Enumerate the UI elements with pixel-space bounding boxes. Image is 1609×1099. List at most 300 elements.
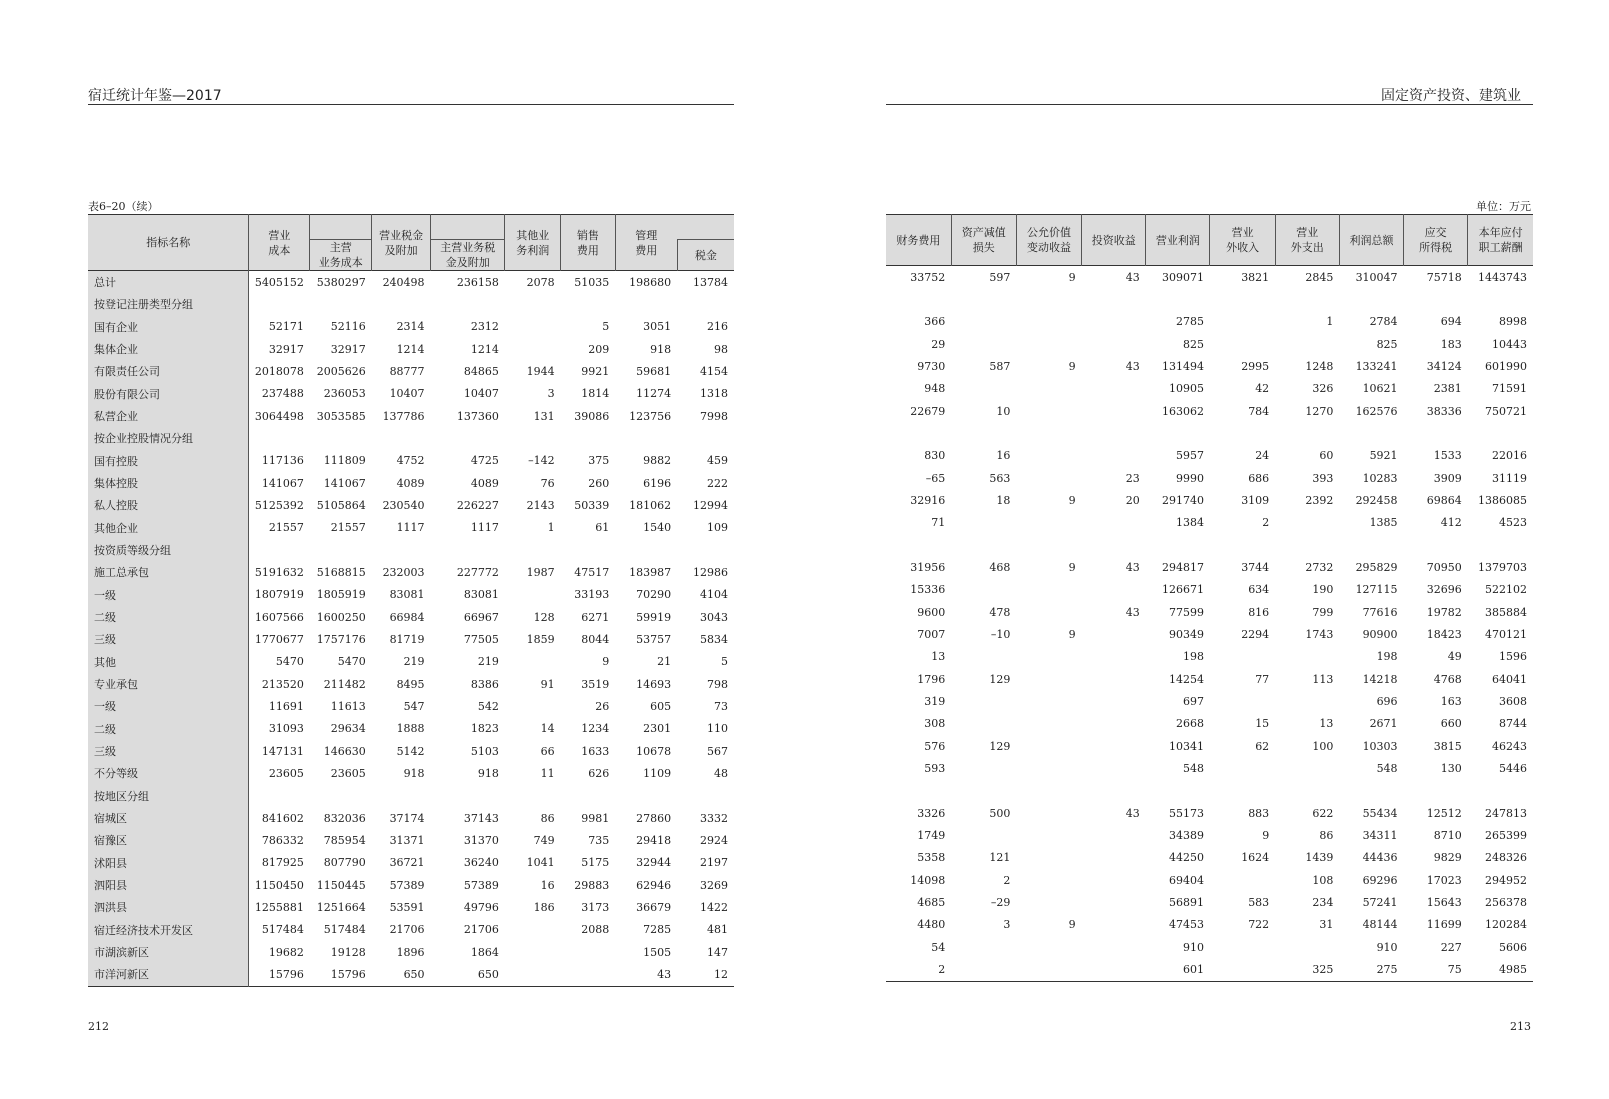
table-cell: 548 — [1182, 761, 1204, 775]
table-row — [886, 735, 1533, 757]
table-cell: 817925 — [249, 852, 310, 874]
right-table-body — [886, 266, 1533, 982]
table-cell — [505, 338, 561, 360]
table-cell — [1082, 288, 1146, 310]
table-cell: 3815 — [1433, 739, 1462, 753]
table-cell — [249, 539, 310, 561]
table-cell: 219 — [403, 655, 425, 669]
table-cell: 626 — [588, 766, 610, 780]
table-cell: 634 — [1248, 583, 1270, 597]
table-cell: 16 — [996, 449, 1011, 463]
table-cell: 9 — [1068, 627, 1076, 641]
table-cell: 29 — [931, 337, 946, 351]
table-cell: 90900 — [1362, 627, 1398, 641]
table-cell: 75718 — [1426, 270, 1462, 284]
table-cell — [1210, 311, 1275, 333]
table-cell — [1082, 333, 1146, 355]
table-cell: 18 — [996, 493, 1011, 507]
table-cell: 198 — [1182, 650, 1204, 664]
table-cell: 131494 — [1161, 359, 1204, 373]
row-label: 股份有限公司 — [88, 383, 249, 405]
table-cell: 2381 — [1433, 382, 1462, 396]
table-cell — [1275, 690, 1339, 712]
table-cell: 47517 — [574, 565, 610, 579]
table-cell — [1210, 958, 1275, 981]
table-row — [886, 690, 1533, 712]
table-cell: 470121 — [1485, 627, 1527, 641]
table-cell: 3043 — [700, 610, 728, 624]
table-cell: 841602 — [249, 807, 310, 829]
table-cell: 38336 — [1426, 404, 1462, 418]
table-cell: 2197 — [700, 856, 728, 870]
table-cell: 117136 — [249, 450, 310, 472]
table-cell — [1016, 512, 1081, 534]
table-cell — [1146, 780, 1210, 802]
table-cell: 77616 — [1362, 605, 1398, 619]
table-cell: 310047 — [1355, 270, 1398, 284]
table-cell: 4685 — [917, 895, 946, 909]
table-cell: 66984 — [389, 610, 425, 624]
table-cell — [1082, 847, 1146, 869]
header-rule-left — [88, 104, 734, 105]
table-cell: 14218 — [1362, 672, 1398, 686]
table-cell: 567 — [707, 744, 728, 758]
table-row — [88, 450, 734, 472]
table-cell: 10283 — [1362, 471, 1398, 485]
table-cell: 11274 — [636, 387, 672, 401]
table-cell — [1210, 757, 1275, 779]
table-row — [88, 606, 734, 628]
table-cell: 111809 — [323, 454, 366, 468]
table-cell — [1082, 623, 1146, 645]
table-cell: 47453 — [1168, 918, 1204, 932]
table-cell: 15796 — [330, 967, 366, 981]
table-cell — [677, 785, 734, 807]
table-cell: 7285 — [643, 923, 672, 937]
table-row — [88, 941, 734, 963]
table-cell — [951, 378, 1016, 400]
table-cell: 126671 — [1161, 583, 1204, 597]
table-cell: 33752 — [910, 270, 946, 284]
table-cell: 2 — [938, 962, 946, 976]
table-cell: 14098 — [910, 873, 946, 887]
table-cell — [505, 651, 561, 673]
table-cell: 123756 — [629, 409, 672, 423]
table-cell: 2078 — [526, 275, 555, 289]
table-cell: 660 — [1440, 717, 1462, 731]
table-cell: 57241 — [1362, 895, 1398, 909]
table-cell: 34124 — [1426, 359, 1462, 373]
table-cell — [1275, 512, 1339, 534]
table-cell: 36240 — [463, 856, 499, 870]
table-cell: 8710 — [1433, 828, 1462, 842]
table-cell: 2845 — [1305, 270, 1334, 284]
row-label: 一级 — [88, 695, 249, 717]
table-row — [886, 467, 1533, 489]
table-cell — [1016, 646, 1081, 668]
table-cell: 825 — [1182, 337, 1204, 351]
table-cell: 31956 — [910, 560, 946, 574]
table-cell — [1082, 668, 1146, 690]
table-cell: 1214 — [396, 342, 425, 356]
table-cell: 4725 — [470, 454, 499, 468]
table-cell: 86 — [540, 811, 555, 825]
table-cell: 22679 — [910, 404, 946, 418]
table-number: 表6–20（续） — [88, 200, 159, 213]
table-cell: 64041 — [1492, 672, 1527, 686]
table-cell — [1082, 534, 1146, 556]
row-label: 宿迁经济技术开发区 — [88, 919, 249, 941]
row-label: 集体控股 — [88, 472, 249, 494]
table-cell: 21 — [657, 655, 672, 669]
table-cell — [372, 427, 431, 449]
table-cell: 130 — [1440, 761, 1462, 775]
table-cell: 1814 — [581, 387, 610, 401]
table-cell — [1210, 690, 1275, 712]
table-cell: 1987 — [526, 565, 555, 579]
table-cell: 20 — [1125, 493, 1140, 507]
table-cell: 291740 — [1161, 493, 1204, 507]
table-cell: 100 — [1312, 739, 1334, 753]
table-cell: 918 — [650, 342, 672, 356]
table-cell: 3909 — [1433, 471, 1462, 485]
table-cell: 1214 — [470, 342, 499, 356]
table-cell: 5957 — [1175, 449, 1204, 463]
table-cell: 10443 — [1492, 337, 1527, 351]
table-cell — [1016, 400, 1081, 422]
table-cell: 15 — [1255, 717, 1270, 731]
table-cell: 500 — [989, 806, 1011, 820]
table-cell: 1633 — [581, 744, 610, 758]
left-table-header — [88, 215, 734, 271]
table-cell: 4752 — [396, 454, 425, 468]
table-cell: 13784 — [693, 275, 728, 289]
table-cell: 1859 — [526, 632, 555, 646]
table-cell: 77599 — [1168, 605, 1204, 619]
table-cell: 10303 — [1362, 739, 1398, 753]
table-cell: 3519 — [581, 677, 610, 691]
row-label: 集体企业 — [88, 338, 249, 360]
table-cell: 587 — [989, 359, 1011, 373]
table-cell: 141067 — [249, 472, 310, 494]
table-cell: 9 — [602, 655, 610, 669]
table-cell — [1275, 646, 1339, 668]
table-cell: 375 — [588, 454, 610, 468]
table-cell: 69296 — [1362, 873, 1398, 887]
table-cell — [615, 427, 677, 449]
table-cell: 53591 — [389, 900, 425, 914]
table-cell: 163 — [1440, 694, 1462, 708]
table-row — [886, 333, 1533, 355]
table-cell: 7007 — [917, 627, 946, 641]
row-label: 二级 — [88, 718, 249, 740]
table-cell: 1384 — [1175, 516, 1204, 530]
table-cell: 622 — [1312, 806, 1334, 820]
table-cell: 4768 — [1433, 672, 1462, 686]
table-cell: 237488 — [249, 383, 310, 405]
col-header-main-tax: 主营业务税 金及附加 — [431, 240, 505, 271]
table-cell — [505, 539, 561, 561]
col-header-revenue-cost: 营业 成本 — [249, 215, 310, 271]
table-cell: 786332 — [249, 829, 310, 851]
table-row — [88, 874, 734, 896]
right-table-header — [886, 215, 1533, 266]
table-cell: 294952 — [1485, 873, 1527, 887]
table-cell: 66967 — [463, 610, 499, 624]
page-number-left: 212 — [88, 1020, 109, 1033]
table-cell: 9981 — [581, 811, 610, 825]
table-cell: 66 — [540, 744, 555, 758]
table-cell — [951, 512, 1016, 534]
table-cell — [951, 780, 1016, 802]
table-cell: 10905 — [1168, 382, 1204, 396]
table-cell: 84865 — [463, 364, 499, 378]
table-cell: 696 — [1376, 694, 1398, 708]
table-cell: 36721 — [389, 856, 425, 870]
table-cell: 113 — [1312, 672, 1334, 686]
table-cell: 31371 — [389, 833, 425, 847]
table-cell — [951, 646, 1016, 668]
table-cell — [1082, 512, 1146, 534]
table-row — [886, 958, 1533, 981]
table-cell — [372, 293, 431, 315]
table-row — [886, 914, 1533, 936]
table-cell: 14254 — [1168, 672, 1204, 686]
table-cell: 236158 — [456, 275, 499, 289]
table-cell: 1443743 — [1478, 270, 1527, 284]
table-cell — [1275, 333, 1339, 355]
table-cell: 2732 — [1305, 560, 1334, 574]
table-cell — [1016, 311, 1081, 333]
table-cell: 29418 — [636, 833, 672, 847]
chapter-title: 固定资产投资、建筑业 — [1381, 88, 1521, 104]
table-cell — [677, 293, 734, 315]
table-cell: 1540 — [643, 521, 672, 535]
table-cell — [1275, 288, 1339, 310]
table-cell: 81719 — [389, 632, 425, 646]
table-cell — [1210, 333, 1275, 355]
table-cell — [1016, 445, 1081, 467]
table-row — [88, 963, 734, 986]
table-cell: 9 — [1068, 359, 1076, 373]
table-cell — [561, 427, 616, 449]
table-cell: 2995 — [1241, 359, 1270, 373]
table-cell — [431, 427, 505, 449]
table-cell: 9829 — [1433, 851, 1462, 865]
table-cell: 5446 — [1499, 761, 1527, 775]
table-cell: 1823 — [470, 722, 499, 736]
table-cell — [1016, 713, 1081, 735]
row-label: 不分等级 — [88, 762, 249, 784]
table-cell — [1082, 824, 1146, 846]
table-cell: 226227 — [456, 498, 499, 512]
table-cell: 29883 — [574, 878, 610, 892]
table-cell: 22016 — [1492, 449, 1527, 463]
table-cell: 88777 — [389, 364, 425, 378]
table-row — [886, 847, 1533, 869]
table-cell: 5175 — [581, 856, 610, 870]
col-header-right-9: 本年应付 职工薪酬 — [1468, 215, 1533, 266]
table-cell: 4089 — [396, 476, 425, 490]
table-cell: 31370 — [463, 833, 499, 847]
table-cell: 412 — [1440, 516, 1462, 530]
table-cell: 37174 — [389, 811, 425, 825]
col-header-sales-expense: 销售 费用 — [561, 215, 616, 271]
table-row — [886, 378, 1533, 400]
right-data-table — [886, 214, 1533, 982]
table-cell: 265399 — [1485, 828, 1527, 842]
table-cell: 3051 — [643, 320, 672, 334]
table-cell: 44250 — [1168, 851, 1204, 865]
table-cell — [886, 422, 951, 444]
table-cell: 146630 — [323, 744, 366, 758]
table-cell: 1757176 — [316, 632, 366, 646]
table-cell: 275 — [1376, 962, 1398, 976]
table-cell: 918 — [403, 766, 425, 780]
table-cell — [1339, 780, 1403, 802]
table-cell — [1404, 288, 1468, 310]
table-cell: 1422 — [700, 900, 728, 914]
table-cell — [505, 963, 561, 986]
table-cell: 8044 — [581, 632, 610, 646]
table-cell: 5470 — [337, 655, 366, 669]
table-cell: 597 — [989, 270, 1011, 284]
table-cell: 5606 — [1499, 940, 1527, 954]
table-cell — [1275, 780, 1339, 802]
table-row — [88, 561, 734, 583]
table-row — [886, 355, 1533, 377]
col-header-right-8: 应交 所得税 — [1404, 215, 1468, 266]
table-cell: 542 — [477, 699, 499, 713]
table-cell — [1210, 534, 1275, 556]
table-cell: 129 — [989, 739, 1011, 753]
table-cell: 825 — [1376, 337, 1398, 351]
col-header-right-4: 营业利润 — [1146, 215, 1210, 266]
table-cell: 3109 — [1241, 493, 1270, 507]
table-cell — [886, 288, 951, 310]
table-cell: 4089 — [470, 476, 499, 490]
table-cell: 1117 — [470, 521, 499, 535]
table-cell: 1041 — [526, 856, 555, 870]
table-cell: 42 — [1255, 382, 1270, 396]
table-cell: 240498 — [382, 275, 425, 289]
table-cell: 9 — [1068, 560, 1076, 574]
table-cell: 248326 — [1485, 851, 1527, 865]
table-cell: 209 — [588, 342, 610, 356]
table-cell: 55434 — [1362, 806, 1398, 820]
table-cell: 141067 — [323, 476, 366, 490]
table-cell: 131 — [533, 409, 555, 423]
table-cell: 43 — [1125, 359, 1140, 373]
table-cell: 19128 — [330, 945, 366, 959]
table-cell: 129 — [989, 672, 1011, 686]
table-cell — [951, 311, 1016, 333]
table-cell: 2301 — [643, 722, 672, 736]
row-label: 有限责任公司 — [88, 360, 249, 382]
table-row — [88, 673, 734, 695]
table-row — [886, 757, 1533, 779]
table-cell — [1210, 288, 1275, 310]
table-cell: 697 — [1182, 694, 1204, 708]
table-cell: 2668 — [1175, 717, 1204, 731]
table-cell — [1082, 735, 1146, 757]
table-cell: 10 — [996, 404, 1011, 418]
table-cell: 10341 — [1168, 739, 1204, 753]
table-cell: 2392 — [1305, 493, 1334, 507]
table-cell — [1016, 534, 1081, 556]
table-cell: 9 — [1262, 828, 1270, 842]
table-cell — [310, 293, 372, 315]
table-cell: 2785 — [1175, 315, 1204, 329]
table-cell — [561, 293, 616, 315]
table-cell: 5921 — [1369, 449, 1398, 463]
table-cell: 59681 — [636, 364, 672, 378]
table-cell — [1082, 445, 1146, 467]
table-cell: 137786 — [382, 409, 425, 423]
col-header-tax-surcharge: 营业税金 及附加 — [372, 215, 431, 271]
page-number-right: 213 — [1510, 1020, 1531, 1033]
table-cell: 3326 — [917, 806, 946, 820]
table-cell: 478 — [989, 605, 1011, 619]
table-cell — [1275, 422, 1339, 444]
table-cell: 1318 — [700, 387, 728, 401]
row-label: 三级 — [88, 628, 249, 650]
table-cell: 19682 — [249, 941, 310, 963]
table-cell — [1210, 869, 1275, 891]
table-cell: 23 — [1125, 471, 1140, 485]
table-cell: 2088 — [581, 923, 610, 937]
table-cell: 110 — [707, 722, 728, 736]
table-cell: 3821 — [1241, 270, 1270, 284]
table-cell: 8386 — [470, 677, 499, 691]
table-cell: 13 — [931, 650, 946, 664]
table-cell: 1379703 — [1478, 560, 1527, 574]
table-cell: 14693 — [636, 677, 672, 691]
table-cell: 12986 — [693, 565, 728, 579]
table-cell: 6196 — [643, 476, 672, 490]
table-cell: 32916 — [910, 493, 946, 507]
row-label: 市洋河新区 — [88, 963, 249, 986]
table-cell: 190 — [1312, 583, 1334, 597]
table-cell — [1082, 914, 1146, 936]
table-cell — [886, 534, 951, 556]
table-cell: 694 — [1440, 315, 1462, 329]
row-label: 一级 — [88, 584, 249, 606]
table-cell — [1016, 936, 1081, 958]
table-cell: 9 — [1068, 493, 1076, 507]
table-cell — [1082, 757, 1146, 779]
table-cell — [1210, 646, 1275, 668]
table-cell — [310, 785, 372, 807]
table-cell: 34389 — [1168, 828, 1204, 842]
col-header-right-5: 营业 外收入 — [1210, 215, 1275, 266]
table-cell: 7998 — [700, 409, 728, 423]
table-cell: 749 — [533, 833, 555, 847]
table-cell: 43 — [1125, 605, 1140, 619]
table-cell — [1082, 958, 1146, 981]
table-row — [88, 695, 734, 717]
table-row — [88, 829, 734, 851]
col-header-right-3: 投资收益 — [1082, 215, 1146, 266]
table-cell — [1082, 378, 1146, 400]
table-cell: 308 — [924, 717, 946, 731]
table-cell — [886, 780, 951, 802]
table-row — [886, 936, 1533, 958]
table-cell: 213520 — [249, 673, 310, 695]
table-cell: 583 — [1248, 895, 1270, 909]
table-cell: 23605 — [249, 762, 310, 784]
table-cell: 137360 — [456, 409, 499, 423]
